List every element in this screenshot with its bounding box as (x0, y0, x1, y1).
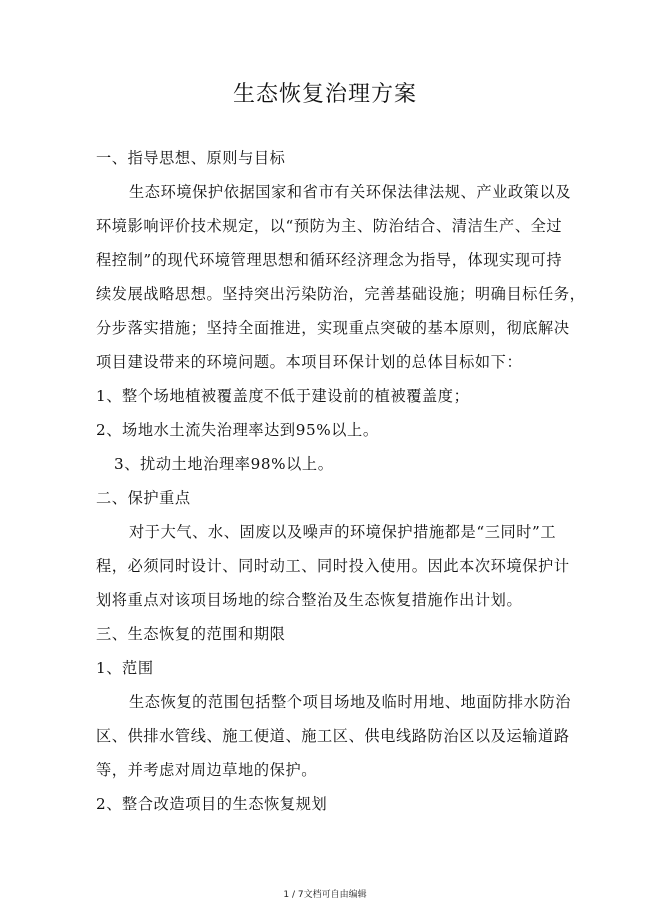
paragraph (96, 182, 586, 372)
paragraph-line: 生态环境保护依据国家和省市有关环保法律法规、产业政策以及 (129, 183, 572, 201)
paragraph-line: 划将重点对该项目场地的综合整治及生态恢复措施作出计划。 (96, 591, 523, 609)
document-body (96, 148, 586, 828)
paragraph-line: 续发展战略思想。坚持突出污染防治，完善基础设施；明确目标任务， (96, 285, 586, 303)
paragraph-line: 等，并考虑对周边草地的保护。 (96, 761, 318, 779)
paragraph-line: 环境影响评价技术规定，以“预防为主、防治结合、清洁生产、全过 (96, 217, 563, 235)
paragraph-line: 生态恢复的范围包括整个项目场地及临时用地、地面防排水防治 (129, 693, 572, 711)
list-item: 1、范围 (96, 659, 154, 677)
list-item: 3、扰动土地治理率98%以上。 (114, 455, 334, 473)
paragraph-line: 项目建设带来的环境问题。本项目环保计划的总体目标如下： (96, 353, 523, 371)
document-title: 生态恢复治理方案 (232, 82, 417, 107)
paragraph-line: 分步落实措施；坚持全面推进，实现重点突破的基本原则，彻底解决 (96, 319, 570, 337)
section-heading: 二、保护重点 (96, 489, 191, 507)
section-heading: 三、生态恢复的范围和期限 (96, 625, 286, 643)
list-item: 2、整合改造项目的生态恢复规划 (96, 795, 328, 813)
paragraph-line: 对于大气、水、固废以及噪声的环境保护措施都是“三同时”工 (129, 523, 557, 541)
paragraph-line: 程控制”的现代环境管理思想和循环经济理念为指导，体现实现可持 (96, 251, 563, 269)
paragraph-line: 程，必须同时设计、同时动工、同时投入使用。因此本次环境保护计 (96, 557, 570, 575)
section-heading: 一、指导思想、原则与目标 (96, 149, 286, 167)
paragraph (96, 522, 570, 610)
paragraph-line: 区、供排水管线、施工便道、施工区、供电线路防治区以及运输道路 (96, 727, 570, 745)
page-footer: 1 / 7文档可自由编辑 (283, 890, 367, 900)
paragraph (96, 692, 572, 780)
list-item: 2、场地水土流失治理率达到95%以上。 (96, 421, 379, 439)
list-item: 1、整个场地植被覆盖度不低于建设前的植被覆盖度； (96, 387, 470, 405)
